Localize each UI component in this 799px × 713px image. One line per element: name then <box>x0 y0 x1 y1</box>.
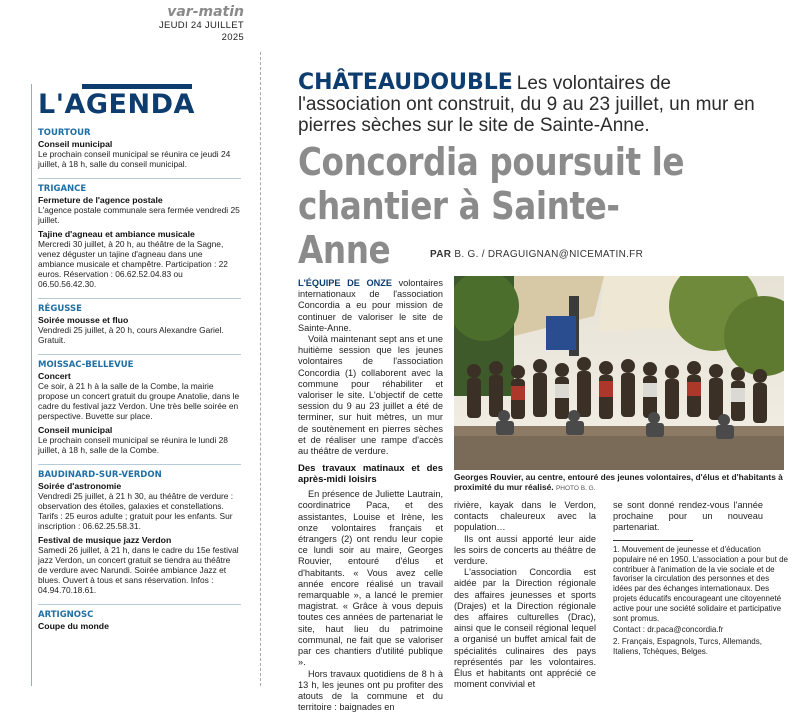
article-column-2 <box>454 500 596 690</box>
issue-date: JEUDI 24 JUILLET 2025 <box>140 20 244 44</box>
agenda-block-artignosc <box>38 610 241 636</box>
article-paragraph: L'association Concordia est aidée par la Direction régionale des affaires jeunesses et sports (Drajes) et la Direction régionale des affaires culturelles (Drac), ainsi que le conseil régional lequel a organisé un buffet amical fait de spécialités culinaires des pays représentés par les volontaires. Élus et habitants ont apprécié ce moment convivial et <box>454 567 596 690</box>
article-paragraph: rivière, kayak dans le Verdon, contacts chaleureux avec la population… <box>454 500 596 534</box>
event-title: Tajine d'agneau et ambiance musicale <box>38 229 241 239</box>
article-paragraph: Hors travaux quotidiens de 8 h à 13 h, les jeunes ont pu profiter des atouts de la commune et du territoire : baignades en <box>298 669 443 713</box>
agenda-title: L'AGENDA <box>38 87 195 123</box>
event-title: Festival de musique jazz Verdon <box>38 535 241 545</box>
event-text: Le prochain conseil municipal se réunira ce jeudi 24 juillet, à 18 h, salle du conseil municipal. <box>38 149 241 169</box>
agenda-town: ARTIGNOSC <box>38 610 241 620</box>
photo-credit: PHOTO B. G. <box>556 485 596 492</box>
group-photo-image <box>454 276 784 470</box>
newspaper-name: var-matin <box>140 4 244 20</box>
agenda-block-moissac-bellevue <box>38 360 241 465</box>
article-subhead: Des travaux matinaux et des après-midi loisirs <box>298 463 443 485</box>
article-paragraph: En présence de Juliette Lautrain, coordinatrice Paca, et des assistantes, Louise et Irène, les onze volontaires français et étrangers (2) ont rendu leur copie ce lundi soir au maire, Georges Rouvier, entouré d'élus et d'habitants. « Vous avez celle année encore réalisé un travail remarquable », a lancé le premier magistrat. « Grâce à vous depuis toutes ces années de partenariat le site, haut lieu du patrimoine communal, ne fait que se valoriser par ces chantiers d'utilité publique ». <box>298 489 443 668</box>
agenda-column <box>31 84 241 686</box>
footnote: 2. Français, Espagnols, Turcs, Allemands, Italiens, Tchèques, Belges. <box>613 637 789 657</box>
article-paragraph: volontaires internationaux de l'association Concordia a eu pour mission de continuer de valoriser le site de Sainte-Anne. <box>298 278 443 333</box>
caption-text: Georges Rouvier, au centre, entouré des jeunes volontaires, d'élus et d'habitants à proximité du mur réalisé. <box>454 472 783 492</box>
agenda-town: TOURTOUR <box>38 128 241 138</box>
event-text: Samedi 26 juillet, à 21 h, dans le cadre du 15e festival jazz Verdon, un concert gratuit se tiendra au théâtre de verdure avec Narundi. Soirée ambiance Jazz et blues. Ouvert à tous et sans réservation. Infos : 04.94.70.18.61. <box>38 545 241 595</box>
event-title: Concert <box>38 371 241 381</box>
kicker-text: Les volontaires de l'association ont construit, du 9 au 23 juillet, un mur en pierres sèches sur le site de Sainte-Anne. <box>298 73 755 136</box>
event-text: Mercredi 30 juillet, à 20 h, au théâtre de la Sagne, venez déguster un tajine d'agneau dans une ambiance musicale et champêtre. Participation : 22 euros. Réservation : 06.62.52.04.83 ou 06.50.56.42.30. <box>38 239 241 289</box>
article-photo <box>454 276 784 470</box>
event-title: Soirée d'astronomie <box>38 481 241 491</box>
event-title: Conseil municipal <box>38 425 241 435</box>
article-footnotes <box>613 540 789 659</box>
agenda-town: MOISSAC-BELLEVUE <box>38 360 241 370</box>
agenda-town: TRIGANCE <box>38 184 241 194</box>
article-byline <box>430 249 770 260</box>
footnote-rule <box>613 540 693 541</box>
photo-caption <box>454 472 784 495</box>
agenda-block-tourtour <box>38 128 241 179</box>
event-text: Vendredi 25 juillet, à 21 h 30, au théâtre de verdure : observation des étoiles, galaxies et constellations. Tarifs : 25 euros adulte ; gratuit pour les enfants. Sur inscription : 06.62.25.58.31. <box>38 491 241 531</box>
footnote-contact: Contact : dr.paca@concordia.fr <box>613 625 789 635</box>
column-divider <box>260 52 261 686</box>
masthead <box>140 4 244 44</box>
footnote: 1. Mouvement de jeunesse et d'éducation populaire né en 1950. L'association a pour but de contribuer à l'animation de la vie sociale et de favoriser la circulation des personnes et des idées par des échanges internationaux. Des projets éducatifs encourageant une citoyenneté active pour une société solidaire et participative sont promus. <box>613 545 789 623</box>
agenda-block-regusse <box>38 304 241 355</box>
event-title: Fermeture de l'agence postale <box>38 195 241 205</box>
article-headline: Concordia poursuit le chantier à Sainte-Anne <box>298 140 702 272</box>
kicker-town: CHÂTEAUDOUBLE <box>298 70 513 95</box>
event-text: L'agence postale communale sera fermée vendredi 25 juillet. <box>38 205 241 225</box>
event-text: Ce soir, à 21 h à la salle de la Combe, la mairie propose un concert gratuit du groupe Anatolie, dans le cadre du festival jazz Verdon. Une très belle soirée en perspective. Buvette sur place. <box>38 381 241 421</box>
byline-author: B. G. / DRAGUIGNAN@NICEMATIN.FR <box>454 249 643 260</box>
byline-par: PAR <box>430 249 451 260</box>
article-paragraph: Ils ont aussi apporté leur aide les soirs de concerts au théâtre de verdure. <box>454 534 596 568</box>
agenda-town: BAUDINARD-SUR-VERDON <box>38 470 241 480</box>
agenda-town: RÉGUSSE <box>38 304 241 314</box>
agenda-block-baudinard <box>38 470 241 605</box>
event-title: Coupe du monde <box>38 621 241 631</box>
article-paragraph: se sont donné rendez-vous l'année prochaine pour un nouveau partenariat. <box>613 500 763 534</box>
agenda-block-trigance <box>38 184 241 299</box>
agenda-list <box>38 128 241 641</box>
event-title: Soirée mousse et fluo <box>38 315 241 325</box>
event-text: Le prochain conseil municipal se réunira le lundi 28 juillet, à 18 h, salle de la Combe. <box>38 435 241 455</box>
article-lead: L'ÉQUIPE DE ONZE <box>298 278 392 288</box>
event-text: Vendredi 25 juillet, à 20 h, cours Alexandre Gariel. Gratuit. <box>38 325 241 345</box>
article-paragraph: Voilà maintenant sept ans et une huitième session que les jeunes volontaires de l'association Concordia (1) collaborent avec la commune pour réhabiliter et valoriser le site. L'objectif de cette session du 9 au 23 juillet a été de terminer, sur huit mètres, un mur de soutènement en pierres sèches et de réaliser une rampe d'accès au théâtre de verdure. <box>298 334 443 457</box>
article-column-3 <box>613 500 763 534</box>
article-column-1 <box>298 278 443 713</box>
event-title: Conseil municipal <box>38 139 241 149</box>
article-kicker <box>298 72 768 136</box>
